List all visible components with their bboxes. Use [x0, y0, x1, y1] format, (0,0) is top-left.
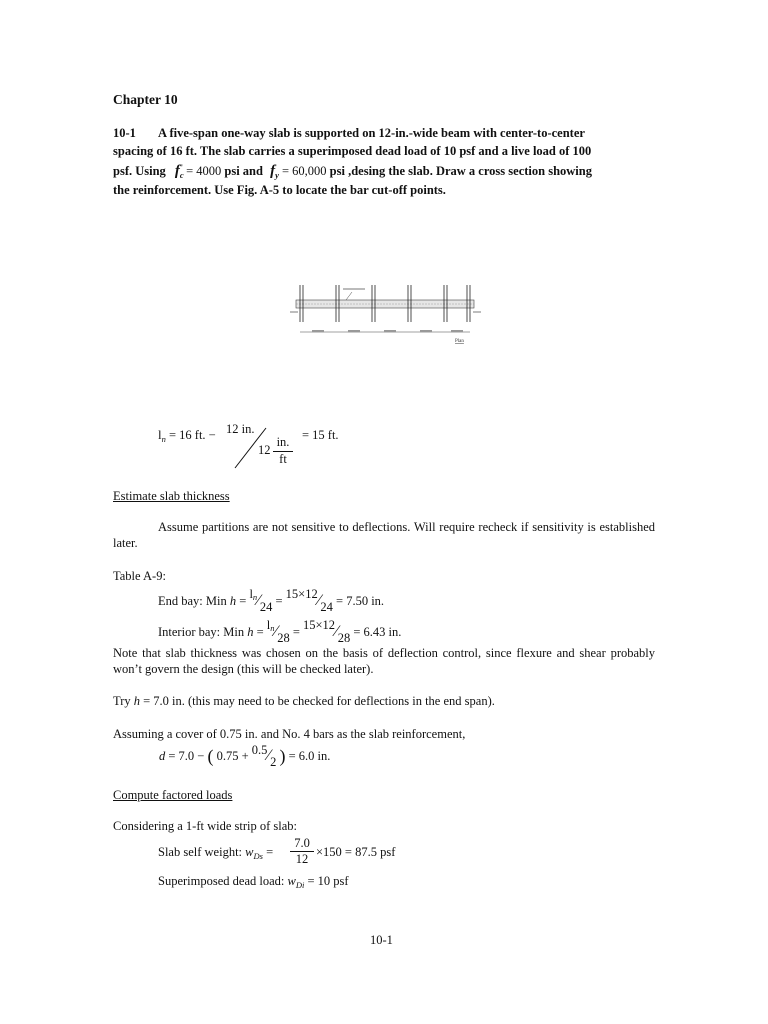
sdl-equation	[158, 874, 349, 889]
int-bay-eq: =	[256, 625, 264, 639]
try-h: h	[133, 694, 140, 708]
fc-symbol: f	[174, 163, 180, 179]
int-bay-den2: 28	[337, 631, 351, 645]
int-bay-h: h	[247, 625, 254, 639]
problem-line-1: A five-span one-way slab is supported on 12-in.-wide beam with center-to-center	[158, 126, 585, 140]
ln-result: = 15 ft.	[302, 428, 339, 442]
d-eq: = 7.0 −	[168, 749, 205, 763]
table-reference: Table A-9:	[113, 569, 166, 583]
fc-subscript: c	[179, 170, 184, 180]
note-paragraph	[113, 645, 655, 677]
sw-eq: =	[266, 845, 274, 859]
section-heading-factored-loads: Compute factored loads	[113, 788, 233, 802]
d-den: 2	[270, 755, 277, 769]
sw-num: 7.0	[294, 836, 310, 850]
self-weight-equation	[158, 845, 273, 860]
fy-subscript: y	[275, 170, 279, 180]
sdl-eq: = 10 psf	[307, 874, 349, 888]
sw-rest: ×150 = 87.5 psf	[316, 845, 396, 859]
chapter-title: Chapter 10	[113, 92, 178, 107]
strip-line: Considering a 1-ft wide strip of slab:	[113, 819, 297, 833]
d-num: 0.5	[251, 743, 268, 757]
ln-symbol: l	[158, 427, 162, 442]
ln-eq1: = 16 ft. −	[169, 428, 216, 442]
ln-den-frac	[273, 435, 293, 467]
ln-den-top: in.	[276, 435, 290, 449]
int-bay-label: Interior bay: Min	[158, 625, 245, 639]
end-bay-sub: n	[252, 592, 258, 602]
ln-subscript: n	[161, 434, 166, 444]
assumption-paragraph	[113, 519, 655, 551]
w-di-subscript: Di	[295, 880, 305, 890]
page-number: 10-1	[370, 933, 393, 947]
problem-line-4: the reinforcement. Use Fig. A-5 to locate the bar cut-off points.	[113, 183, 446, 197]
end-bay-label: End bay: Min	[158, 594, 227, 608]
end-bay-equation: End bay: Min $h = l^n∕24$ = 15×12∕24 = 7.50 in.	[158, 587, 385, 614]
sw-fraction	[290, 836, 314, 867]
end-bay-result: = 7.50 in.	[336, 594, 385, 608]
note-line-2: probably won’t govern the design (this will be checked later).	[113, 646, 656, 676]
problem-line-3: psf. Using $f_c' = 4000$ psi and $f_y = 60,000$ psi ,desing the slab. Draw a cross section showing	[113, 163, 592, 180]
assumption-line-1: Assume partitions are not sensitive to deflections. Will require recheck if sensitivity is	[158, 520, 596, 534]
int-bay-sub: n	[270, 623, 275, 633]
end-bay-den: 24	[259, 600, 273, 614]
interior-bay-equation: Interior bay: Min $h = l^n∕28$ = 15×12∕28 = 6.43 in.	[158, 618, 402, 645]
int-bay-den: 28	[277, 631, 290, 645]
ln-equation	[158, 427, 216, 443]
d-equation: d = 7.0 − ( 0.75 + 0.5∕2 ) = 6.0 in.	[159, 743, 331, 769]
int-bay-num2: 15×12	[303, 618, 336, 632]
ln-denominator-a: 12	[258, 443, 271, 457]
w-ds-subscript: Ds	[253, 851, 263, 861]
end-bay-h: h	[229, 594, 237, 608]
try-post: (this may need to be checked for deflections in the end span).	[188, 694, 495, 708]
slab-plan-figure	[286, 282, 486, 346]
try-eq: = 7.0 in.	[143, 694, 185, 708]
problem-number: 10-1	[113, 126, 136, 140]
int-bay-result: = 6.43 in.	[353, 625, 402, 639]
d-symbol: d	[159, 749, 166, 763]
line3-pre: psf. Using	[113, 164, 166, 178]
assumption-line-2: established later.	[113, 520, 656, 550]
d-result: = 6.0 in.	[288, 749, 331, 763]
cover-line: Assuming a cover of 0.75 in. and No. 4 bars as the slab reinforcement,	[113, 727, 466, 741]
end-bay-den2: 24	[320, 600, 333, 614]
ln-den-bot: ft	[273, 451, 293, 467]
problem-line-2: spacing of 16 ft. The slab carries a superimposed dead load of 10 psf and a live load of 100	[113, 144, 592, 158]
sw-den: 12	[290, 851, 314, 867]
d-inner: 0.75 +	[216, 749, 249, 763]
try-line	[113, 694, 495, 709]
end-bay-eq: =	[239, 594, 247, 608]
note-line-1: Note that slab thickness was chosen on the basis of deflection control, since flexure and shear	[113, 646, 606, 660]
sdl-label: Superimposed dead load:	[158, 874, 285, 888]
psi-and: psi and	[224, 164, 263, 178]
int-bay-l: l	[266, 618, 271, 632]
end-bay-mid: =	[275, 594, 283, 608]
figure-note-glyph	[343, 288, 365, 290]
line3-post: psi ,desing the slab. Draw a cross section showing	[329, 164, 592, 178]
int-bay-mid: =	[292, 625, 300, 639]
fy-value: = 60,000	[281, 164, 327, 178]
self-weight-label: Slab self weight:	[158, 845, 243, 859]
fy-symbol: f	[270, 163, 276, 179]
section-heading-slab-thickness: Estimate slab thickness	[113, 489, 230, 503]
w-di-symbol: w	[287, 874, 296, 888]
ln-numerator: 12 in.	[226, 422, 255, 436]
try-pre: Try	[113, 694, 131, 708]
figure-plan-label: Plan	[455, 339, 464, 344]
end-bay-num2: 15×12	[285, 587, 318, 601]
fc-value: = 4000	[186, 164, 222, 178]
w-ds-symbol: w	[245, 845, 254, 859]
end-bay-l: l	[249, 587, 253, 601]
